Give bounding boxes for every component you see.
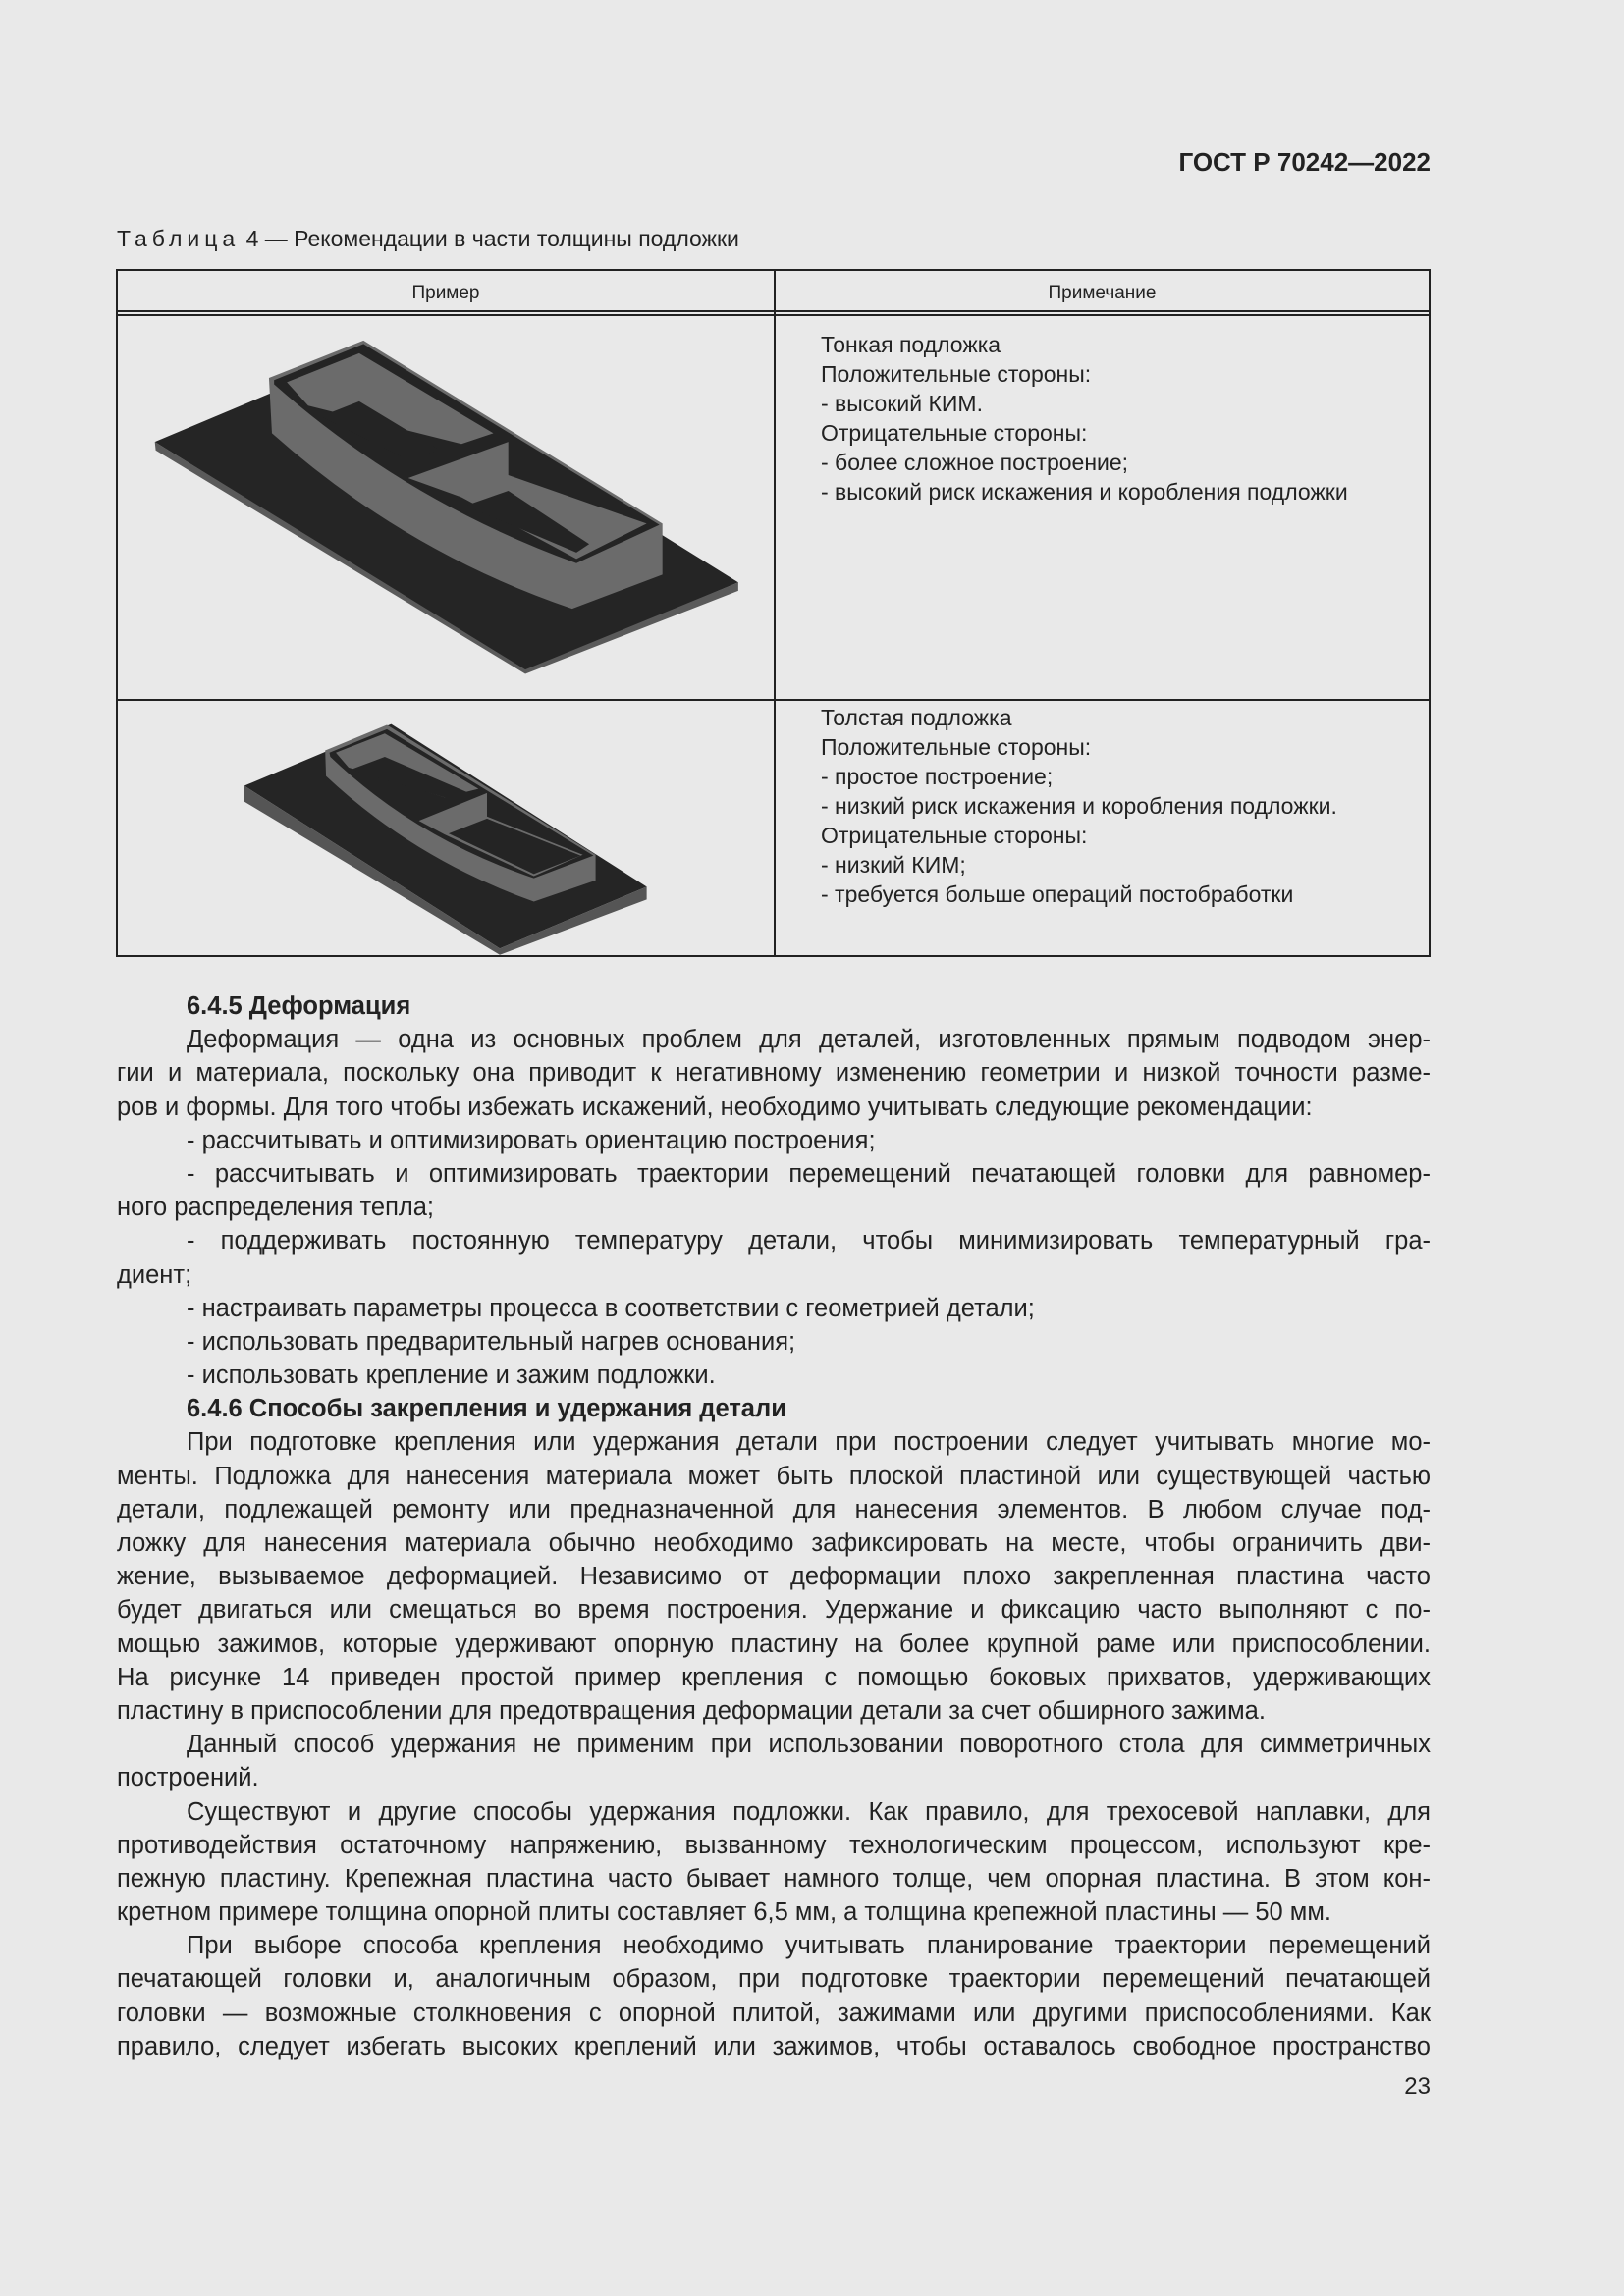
column-header-example: Пример <box>411 283 480 303</box>
note-line: - более сложное построение; <box>821 450 1129 475</box>
paragraph-line: На рисунке 14 приведен простой пример крепления с помощью боковых прихватов, удерживающих <box>117 1663 1431 1691</box>
note-line: - высокий КИМ. <box>821 391 983 416</box>
note-line: - низкий риск искажения и коробления подложки. <box>821 793 1337 819</box>
note-line: - простое построение; <box>821 764 1054 789</box>
paragraph-line: построений. <box>117 1764 259 1792</box>
paragraph-line: головки — возможные столкновения с опорной плитой, зажимами или другими приспособлениями. Как <box>117 1999 1431 2027</box>
paragraph-line: - поддерживать постоянную температуру детали, чтобы минимизировать температурный гра- <box>187 1227 1431 1255</box>
section-heading: 6.4.5 Деформация <box>187 992 411 1020</box>
paragraph-line: Деформация — одна из основных проблем для деталей, изготовленных прямым подводом энер- <box>187 1026 1431 1054</box>
paragraph-line: ложку для нанесения материала обычно необходимо зафиксировать на месте, чтобы ограничить дви- <box>117 1529 1431 1557</box>
table-caption-text: 4 — Рекомендации в части толщины подложки <box>245 226 739 251</box>
paragraph-line: Данный способ удержания не применим при использовании поворотного стола для симметричных <box>187 1731 1431 1759</box>
paragraph-line: - использовать крепление и зажим подложки. <box>187 1362 716 1390</box>
note-line: - высокий риск искажения и коробления подложки <box>821 479 1348 505</box>
paragraph-line: жение, вызываемое деформацией. Независимо от деформации плохо закрепленная пластина часто <box>117 1563 1431 1591</box>
note-line: Положительные стороны: <box>821 734 1092 760</box>
paragraph-line: Существуют и другие способы удержания подложки. Как правило, для трехосевой наплавки, для <box>187 1797 1431 1826</box>
document-code: ГОСТ Р 70242—2022 <box>1178 147 1431 177</box>
paragraph-line: кретном примере толщина опорной плиты составляет 6,5 мм, а толщина крепежной пластины — 50 мм. <box>117 1898 1331 1927</box>
thin-substrate-part-image <box>155 341 738 674</box>
note-line: - требуется больше операций постобработки <box>821 881 1294 907</box>
body-text <box>117 989 1431 2063</box>
paragraph-line: - рассчитывать и оптимизировать траектории перемещений печатающей головки для равномер- <box>187 1159 1431 1188</box>
page-number: 23 <box>1404 2073 1431 2100</box>
note-line: Тонкая подложка <box>821 332 1001 357</box>
note-line: - низкий КИМ; <box>821 852 966 878</box>
table-caption-label: Таблица <box>117 226 241 251</box>
thick-substrate-part-image <box>244 724 647 955</box>
paragraph-line: пластину в приспособлении для предотвращения деформации детали за счет обширного зажима. <box>117 1696 1266 1725</box>
section-heading: 6.4.6 Способы закрепления и удержания детали <box>187 1395 786 1423</box>
paragraph-line: детали, подлежащей ремонту или предназначенной для нанесения элементов. В любом случае под- <box>117 1495 1431 1523</box>
paragraph-line: - настраивать параметры процесса в соответствии с геометрией детали; <box>187 1294 1035 1322</box>
paragraph-line: мощью зажимов, которые удерживают опорную пластину на более крупной раме или приспособлении. <box>117 1629 1431 1658</box>
paragraph-line: ного распределения тепла; <box>117 1194 435 1222</box>
paragraph-line: правило, следует избегать высоких креплений или зажимов, чтобы оставалось свободное пространство <box>117 2032 1431 2060</box>
note-line: Положительные стороны: <box>821 361 1092 387</box>
paragraph-line: - рассчитывать и оптимизировать ориентацию построения; <box>187 1126 876 1154</box>
paragraph-line: - использовать предварительный нагрев основания; <box>187 1327 796 1356</box>
paragraph-line: печатающей головки и, аналогичным образом, при подготовке траектории перемещений печатающей <box>117 1965 1431 1994</box>
paragraph-line: будет двигаться или смещаться во время построения. Удержание и фиксацию часто выполняют с по- <box>117 1596 1431 1625</box>
note-line: Толстая подложка <box>821 705 1012 730</box>
paragraph-line: пежную пластину. Крепежная пластина часто бывает намного толще, чем опорная пластина. В этом кон- <box>117 1864 1431 1893</box>
note-line: Отрицательные стороны: <box>821 420 1088 446</box>
paragraph-line: При выборе способа крепления необходимо учитывать планирование траектории перемещений <box>187 1932 1431 1960</box>
paragraph-line: гии и материала, поскольку она приводит к негативному изменению геометрии и низкой точности разме- <box>117 1059 1431 1088</box>
paragraph-line: При подготовке крепления или удержания детали при построении следует учитывать многие мо- <box>187 1428 1431 1457</box>
paragraph-line: ров и формы. Для того чтобы избежать искажений, необходимо учитывать следующие рекомендации: <box>117 1093 1313 1121</box>
paragraph-line: противодействия остаточному напряжению, вызванному технологическим процессом, используют кре- <box>117 1831 1431 1859</box>
paragraph-line: диент; <box>117 1260 192 1289</box>
table-figures <box>0 0 1624 982</box>
column-header-note: Примечание <box>1048 283 1157 303</box>
note-line: Отрицательные стороны: <box>821 823 1088 848</box>
paragraph-line: менты. Подложка для нанесения материала может быть плоской пластиной или существующей частью <box>117 1462 1431 1490</box>
